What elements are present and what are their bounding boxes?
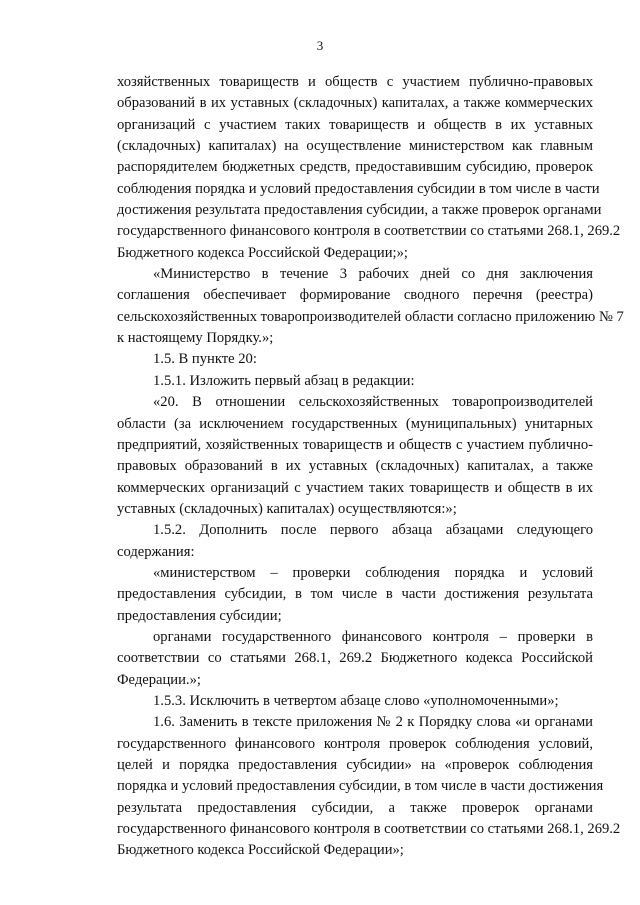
text-line: 1.5.1. Изложить первый абзац в редакции: bbox=[153, 372, 415, 389]
page-number: 3 bbox=[316, 38, 324, 53]
text-line: достижения результата предоставления субсидии, а также проверок органами bbox=[117, 202, 602, 219]
text-line: «Министерство в течение 3 рабочих дней со дня заключения bbox=[153, 266, 593, 283]
text-line: распорядителем бюджетных средств, предоставившим субсидию, проверок bbox=[117, 159, 593, 176]
text-line: соглашения обеспечивает формирование сводного перечня (реестра) bbox=[117, 287, 593, 304]
text-line: органами государственного финансового контроля – проверки в bbox=[153, 628, 593, 645]
text-line: целей и порядка предоставления субсидии» на «проверок соблюдения bbox=[117, 757, 593, 773]
text-line: правовых образований в их уставных (складочных) капиталах, а также bbox=[117, 458, 593, 475]
text-line: государственного финансового контроля в соответствии со статьями 268.1, 269.2 bbox=[117, 821, 621, 838]
text-line: уставных (складочных) капиталах) осуществляются:»; bbox=[117, 500, 457, 517]
text-line: 1.5. В пункте 20: bbox=[153, 351, 257, 368]
text-line: предоставления субсидии, в том числе в части достижения результата bbox=[117, 586, 593, 603]
text-line: сельскохозяйственных товаропроизводителей области согласно приложению № 7 bbox=[117, 308, 624, 325]
text-line: содержания: bbox=[117, 543, 195, 560]
text-line: 1.6. Заменить в тексте приложения № 2 к Порядку слова «и органами bbox=[153, 714, 593, 731]
text-line: соблюдения порядка и условий предоставления субсидии в том числе в части bbox=[117, 180, 600, 197]
text-line: порядка и условий предоставления субсидии, в том числе в части достижения bbox=[117, 778, 604, 795]
text-line: коммерческих организаций с участием таких товариществ и обществ в их bbox=[117, 479, 593, 496]
text-line: «министерством – проверки соблюдения порядка и условий bbox=[153, 564, 593, 581]
text-line: предоставления субсидии; bbox=[117, 607, 282, 624]
text-line: предприятий, хозяйственных товариществ и обществ с участием публично- bbox=[117, 436, 593, 453]
text-line: к настоящему Порядку.»; bbox=[117, 330, 274, 347]
text-line: результата предоставления субсидии, а также проверок органами bbox=[117, 799, 593, 816]
text-line: организаций с участием таких товариществ и обществ в их уставных bbox=[117, 116, 593, 133]
document-body bbox=[117, 72, 624, 862]
text-line: Бюджетного кодекса Российской Федерации»; bbox=[117, 842, 404, 859]
text-line: (складочных) капиталах) на осуществление министерством как главным bbox=[117, 138, 593, 155]
text-line: области (за исключением государственных (муниципальных) унитарных bbox=[117, 415, 593, 432]
text-line: Бюджетного кодекса Российской Федерации;»; bbox=[117, 244, 408, 261]
text-line: образований в их уставных (складочных) капиталах, а также коммерческих bbox=[117, 95, 593, 112]
text-line: государственного финансового контроля проверок соблюдения условий, bbox=[117, 735, 593, 752]
text-line: 1.5.2. Дополнить после первого абзаца абзацами следующего bbox=[153, 522, 593, 539]
text-line: Федерации.»; bbox=[117, 671, 201, 688]
text-line: «20. В отношении сельскохозяйственных товаропроизводителей bbox=[153, 394, 593, 411]
text-line: хозяйственных товариществ и обществ с участием публично-правовых bbox=[117, 74, 593, 90]
text-line: соответствии со статьями 268.1, 269.2 Бюджетного кодекса Российской bbox=[117, 650, 593, 667]
text-line: 1.5.3. Исключить в четвертом абзаце слово «уполномоченными»; bbox=[153, 692, 559, 709]
text-line: государственного финансового контроля в соответствии со статьями 268.1, 269.2 bbox=[117, 223, 621, 240]
